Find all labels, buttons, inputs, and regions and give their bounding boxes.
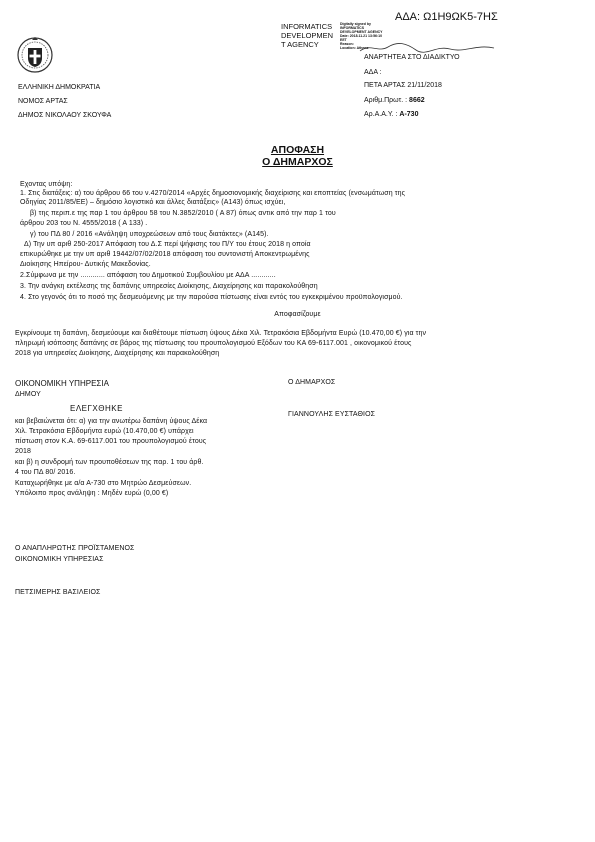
body-line: Οδηγίας 2011/85/ΕΕ) – δημόσιο λογιστικό και άλλες διατάξεις» (Α143) όπως ισχύει, <box>20 199 286 206</box>
finance-line: Υπόλοιπο προς ανάληψη : Μηδέν ευρώ (0,00 €) <box>15 490 169 497</box>
ada-label: ΑΔΑ : <box>364 69 382 76</box>
signature-line: INFORMATICS <box>340 26 365 30</box>
signature-line: DEVELOPMENT AGENCY <box>340 30 383 34</box>
deputy-name: ΠΕΤΣΙΜΕΡΗΣ ΒΑΣΙΛΕΙΟΣ <box>15 589 101 596</box>
agency-line: INFORMATICS <box>281 22 333 31</box>
finance-line: Χιλ. Τετρακόσια Εβδομήντα ευρώ (10.470,00 €) υπάρχει <box>15 428 194 435</box>
mayor-name: ΓΙΑΝΝΟΥΛΗΣ ΕΥΣΤΑΘΙΟΣ <box>288 411 376 418</box>
finance-line: 2018 <box>15 448 31 455</box>
signature-line: EET <box>340 38 347 42</box>
agency-line: T AGENCY <box>281 40 319 49</box>
protocol-number: 8662 <box>409 97 425 104</box>
body-line: επικυρώθηκε με την υπ αριθ 19442/07/02/2018 απόφαση του συντονιστή Αποκεντρωμένης <box>20 251 310 258</box>
signature-line: Digitally signed by <box>340 22 371 26</box>
decision-line: πληρωμή ισόποσης δαπάνης σε βάρος της πίστωσης του προυπολογισμού Εξόδων του ΚΑ 69-6117.001 , οικονομικού έτους <box>15 340 412 347</box>
finance-line: 4 του ΠΔ 80/ 2016. <box>15 469 76 476</box>
authority-country: ΕΛΛΗΝΙΚΗ ΔΗΜΟΚΡΑΤΙΑ <box>18 84 101 91</box>
signing-agency <box>281 22 333 49</box>
finance-line: πίστωση στον Κ.Α. 69-6117.001 του προυπολογισμού έτους <box>15 438 207 445</box>
checked-stamp: ΕΛΕΓΧΘΗΚΕ <box>70 404 123 413</box>
body-line: Δ) Την υπ αριθ 250-2017 Απόφαση του Δ.Σ περί ψήφισης του Π/Υ του έτους 2018 η οποία <box>24 241 311 248</box>
finance-line: Καταχωρήθηκε με α/α Α-730 στο Μητρώο Δεσμεύσεων. <box>15 480 192 487</box>
body-line: β) της περιπ.ε της παρ 1 του άρθρου 58 του Ν.3852/2010 ( Α 87) όπως αντικ από την παρ 1 του <box>30 210 336 217</box>
body-line: 2.Σύμφωνα με την ............ απόφαση του Δημοτικού Συμβουλίου με ΑΔΑ ............ <box>20 272 276 279</box>
deputy-service: ΟΙΚΟΝΟΜΙΚΗ ΥΠΗΡΕΣΙΑΣ <box>15 556 104 563</box>
signature-line: Location: Athens <box>340 46 369 50</box>
authority-prefecture: ΝΟΜΟΣ ΑΡΤΑΣ <box>18 98 68 105</box>
body-line: Διοίκησης Ηπείρου- Δυτικής Μακεδονίας. <box>20 261 151 268</box>
aay-label: Αρ.Α.Α.Υ. : <box>364 111 398 118</box>
authority-municipality: ΔΗΜΟΣ ΝΙΚΟΛΑΟΥ ΣΚΟΥΦΑ <box>18 112 112 119</box>
decision-line: 2018 για υπηρεσίες Διοίκησης, Διαχείρησης και παρακολούθηση <box>15 350 220 357</box>
deputy-title: Ο ΑΝΑΠΛΗΡΩΤΗΣ ΠΡΟΪΣΤΑΜΕΝΟΣ <box>15 545 135 552</box>
protocol-line <box>364 97 425 104</box>
finance-line: και βεβαιώνεται ότι: α) για την ανωτέρω δαπάνη ύψους Δέκα <box>15 418 208 425</box>
decide-heading: Αποφασίζουμε <box>274 311 321 318</box>
aay-line <box>364 111 418 118</box>
signature-line: Date: 2018.11.21 13:56:10 <box>340 34 383 38</box>
intro-text: Εχοντας υπόψη: <box>20 181 73 188</box>
decision-line: Εγκρίνουμε τη δαπάνη, δεσμεύουμε και διαθέτουμε πίστωση ύψους Δέκα Χιλ. Τετρακόσια Εβδομήντα Ευρώ (10.470,00 €) για την <box>15 330 427 337</box>
handwritten-signature-icon <box>358 41 498 55</box>
finance-title: ΟΙΚΟΝΟΜΙΚΗ ΥΠΗΡΕΣΙΑ <box>15 379 109 388</box>
agency-line: DEVELOPMEN <box>281 31 334 40</box>
body-line: άρθρου 203 του Ν. 4555/2018 ( Α 133) . <box>20 220 148 227</box>
date-line: ΠΕΤΑ ΑΡΤΑΣ 21/11/2018 <box>364 82 442 89</box>
body-line: γ) του ΠΔ 80 / 2016 «Ανάληψη υποχρεώσεων από τους διατάκτες» (Α145). <box>30 231 269 238</box>
body-line: 1. Στις διατάξεις: α) του άρθρου 66 του ν.4270/2014 «Αρχές δημοσιονομικής διαχείρισης και εποπτείας (ενσωμάτωση της <box>20 190 406 197</box>
protocol-label: Αριθμ.Πρωτ. : <box>364 97 408 104</box>
body-line: 4. Στο γεγονός ότι το ποσό της δεσμευόμενης με την παρούσα πίστωσης είναι εντός του εγκεκριμένου προϋπολογισμού. <box>20 294 403 301</box>
finance-subtitle: ΔΗΜΟΥ <box>15 391 41 398</box>
signature-line: Reason: <box>340 42 354 46</box>
publish-note: ΑΝΑΡΤΗΤΕΑ ΣΤΟ ΔΙΑΔΙΚΤΥΟ <box>364 54 460 61</box>
document-subtitle: Ο ΔΗΜΑΡΧΟΣ <box>262 156 333 168</box>
finance-line: και β) η συνδρομή των προυποθέσεων της παρ. 1 του άρθ. <box>15 459 204 466</box>
aay-number: Α-730 <box>399 111 419 118</box>
ada-code: ΑΔΑ: Ω1Η9ΩΚ5-7ΗΣ <box>395 11 498 23</box>
document-title: ΑΠΟΦΑΣΗ <box>270 144 325 156</box>
body-line: 3. Την ανάγκη εκτέλεσης της δαπάνης υπηρεσίες Διοίκησης, Διαχείρησης και παρακολούθηση <box>20 283 318 290</box>
greek-coat-of-arms-icon <box>15 34 55 74</box>
mayor-title: Ο ΔΗΜΑΡΧΟΣ <box>288 379 336 386</box>
